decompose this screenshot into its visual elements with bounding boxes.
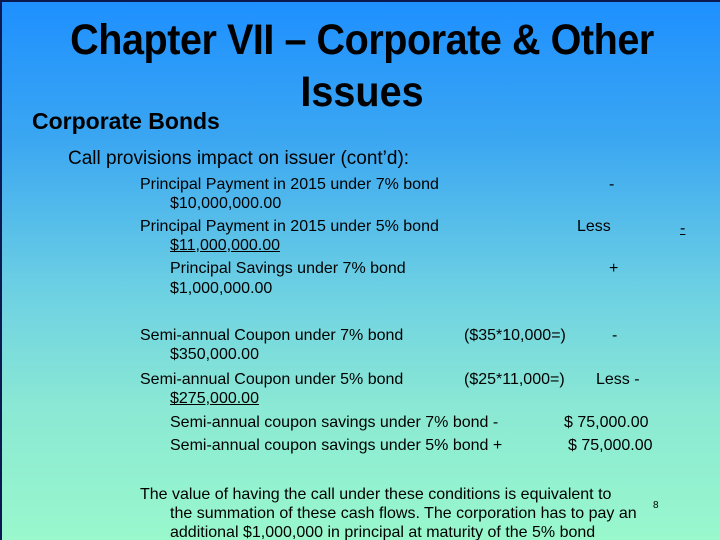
lead-bullet: Call provisions impact on issuer (cont’d): [68, 148, 410, 169]
coupon-row4-value: $ 75,000.00 [568, 437, 653, 454]
principal-row3-operator: + [609, 260, 619, 277]
slide-number: 8 [653, 500, 659, 511]
coupon-row2-calc: ($25*11,000=) [464, 371, 565, 388]
conclusion-line2: the summation of these cash flows. The corporation has to pay an [170, 505, 637, 522]
principal-row3-label: Principal Savings under 7% bond [170, 260, 406, 277]
slide-title-line2: Issues [300, 68, 424, 116]
slide-subtitle: Corporate Bonds [32, 108, 220, 134]
conclusion-line1: The value of having the call under these conditions is equivalent to [140, 486, 612, 503]
principal-row1-operator: - [609, 176, 615, 193]
principal-row2-operator: Less [577, 218, 611, 235]
coupon-row1-label: Semi-annual Coupon under 7% bond [140, 327, 404, 344]
coupon-row1-operator: - [612, 327, 618, 344]
coupon-row3-text: Semi-annual coupon savings under 7% bond - [170, 414, 499, 431]
principal-row1-label: Principal Payment in 2015 under 7% bond [140, 176, 439, 193]
principal-row1-value: $10,000,000.00 [170, 195, 282, 212]
coupon-row2-label: Semi-annual Coupon under 5% bond [140, 371, 404, 388]
slide-title-line1: Chapter VII – Corporate & Other [70, 16, 654, 64]
principal-row3-value: $1,000,000.00 [170, 280, 273, 297]
principal-row2-label: Principal Payment in 2015 under 5% bond [140, 218, 439, 235]
conclusion-line3: additional $1,000,000 in principal at maturity of the 5% bond [170, 524, 596, 540]
principal-row2-operator2: - [680, 220, 686, 237]
principal-row2-value: $11,000,000.00 [170, 237, 281, 254]
coupon-row4-text: Semi-annual coupon savings under 5% bond + [170, 437, 503, 454]
coupon-row1-value: $350,000.00 [170, 346, 259, 363]
coupon-row3-value: $ 75,000.00 [564, 414, 649, 431]
coupon-row2-value: $275,000.00 [170, 390, 259, 407]
coupon-row2-operator: Less - [596, 371, 640, 388]
coupon-row1-calc: ($35*10,000=) [464, 327, 566, 344]
